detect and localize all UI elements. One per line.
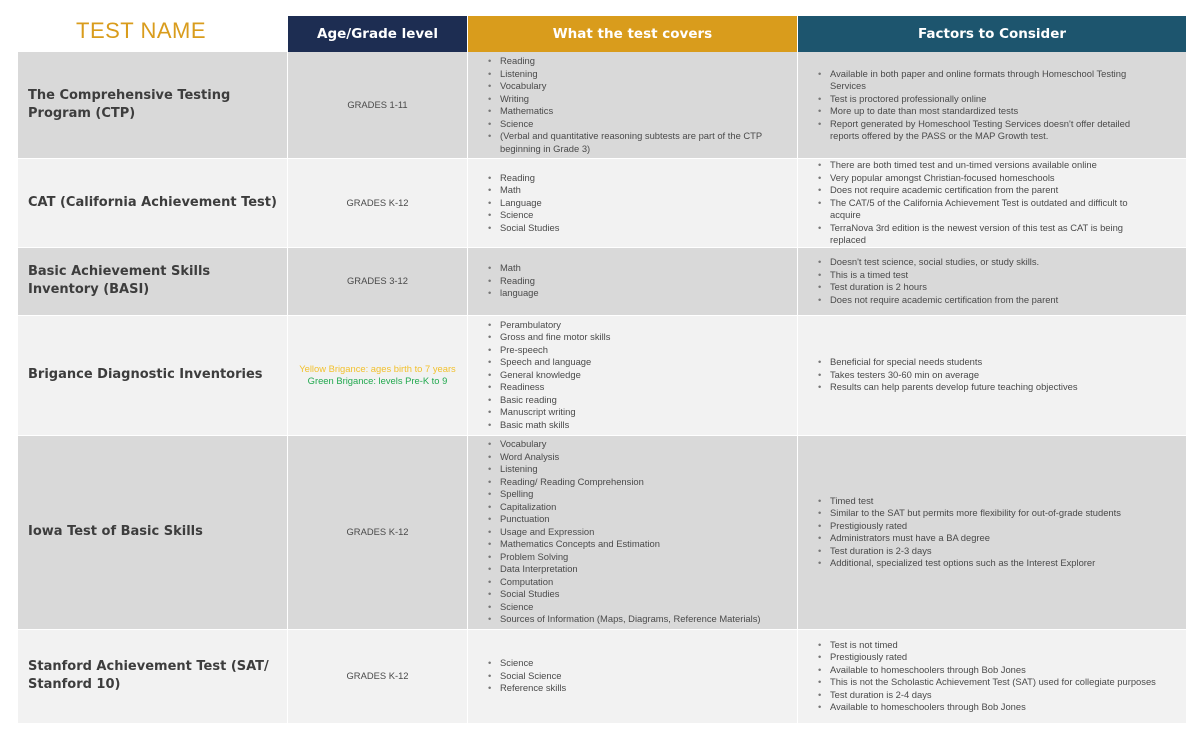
covers-list [468, 55, 797, 155]
covers-list [468, 657, 797, 695]
covers-cell [468, 159, 798, 248]
factors-list [798, 68, 1186, 143]
list-item: • language [488, 287, 797, 300]
factors-cell [798, 436, 1186, 630]
list-item: • Doesn't test science, social studies, or study skills. [818, 256, 1186, 269]
list-item: • Science [488, 657, 797, 670]
list-item: • Mathematics [488, 105, 797, 118]
list-item: • Writing [488, 93, 797, 106]
list-item: • Test is not timed [818, 639, 1186, 652]
table-row-brigance [18, 316, 1186, 436]
list-item: • Math [488, 262, 797, 275]
grade-cell [288, 316, 468, 436]
list-item: • There are both timed test and un-timed versions available online [818, 159, 1186, 172]
test-comparison-table [18, 16, 1186, 724]
list-item: • Word Analysis [488, 451, 797, 464]
list-item: • Vocabulary [488, 80, 797, 93]
list-item: • Speech and language [488, 356, 797, 369]
test-name-cell: Brigance Diagnostic Inventories [18, 316, 288, 436]
factors-cell [798, 52, 1186, 159]
list-item: • More up to date than most standardized tests [818, 105, 1186, 118]
list-item: • Results can help parents develop future teaching objectives [818, 381, 1186, 394]
list-item: • Reference skills [488, 682, 797, 695]
table-row-iowa [18, 436, 1186, 630]
table-row-ctp [18, 52, 1186, 159]
covers-header: What the test covers [468, 16, 798, 52]
covers-cell [468, 52, 798, 159]
covers-cell [468, 436, 798, 630]
list-item: • Basic math skills [488, 419, 797, 432]
list-item: • Listening [488, 68, 797, 81]
list-item: • Vocabulary [488, 438, 797, 451]
factors-cell [798, 248, 1186, 316]
list-item: • Science [488, 601, 797, 614]
list-item: • Usage and Expression [488, 526, 797, 539]
list-item: • Data Interpretation [488, 563, 797, 576]
list-item: • Readiness [488, 381, 797, 394]
list-item: • Reading [488, 55, 797, 68]
table-row-stanford [18, 630, 1186, 724]
list-item: • Test duration is 2-3 days [818, 545, 1186, 558]
list-item: • Report generated by Homeschool Testing Services doesn't offer detailed reports offered by the PASS or the MAP Growth test. [818, 118, 1186, 143]
header-row [18, 16, 1186, 52]
test-name-cell: Stanford Achievement Test (SAT/ Stanford 10) [18, 630, 288, 724]
grade-cell: GRADES K-12 [288, 159, 468, 248]
covers-cell [468, 248, 798, 316]
factors-list [798, 256, 1186, 306]
list-item: • Punctuation [488, 513, 797, 526]
list-item: • Test is proctored professionally online [818, 93, 1186, 106]
factors-list [798, 356, 1186, 394]
grade-cell: GRADES 1-11 [288, 52, 468, 159]
green-brigance-label: Green Brigance: levels Pre-K to 9 [307, 375, 448, 386]
test-name-cell: Basic Achievement Skills Inventory (BASI) [18, 248, 288, 316]
list-item: • Mathematics Concepts and Estimation [488, 538, 797, 551]
factors-cell [798, 630, 1186, 724]
list-item: • Similar to the SAT but permits more flexibility for out-of-grade students [818, 507, 1186, 520]
grade-cell: GRADES 3-12 [288, 248, 468, 316]
list-item: • Test duration is 2-4 days [818, 689, 1186, 702]
table-row-basi [18, 248, 1186, 316]
yellow-brigance-label: Yellow Brigance: ages birth to 7 years [299, 362, 456, 374]
test-name-cell: Iowa Test of Basic Skills [18, 436, 288, 630]
covers-list [468, 262, 797, 300]
list-item: • Available to homeschoolers through Bob Jones [818, 664, 1186, 677]
list-item: • Administrators must have a BA degree [818, 532, 1186, 545]
covers-list [468, 172, 797, 235]
list-item: • Test duration is 2 hours [818, 281, 1186, 294]
list-item: • Social Studies [488, 588, 797, 601]
list-item: • Basic reading [488, 394, 797, 407]
list-item: • General knowledge [488, 369, 797, 382]
table-row-cat [18, 159, 1186, 248]
list-item: • Reading/ Reading Comprehension [488, 476, 797, 489]
list-item: • Reading [488, 172, 797, 185]
factors-list [798, 639, 1186, 714]
grade-cell: GRADES K-12 [288, 436, 468, 630]
factors-cell [798, 316, 1186, 436]
covers-cell [468, 316, 798, 436]
list-item: • Available to homeschoolers through Bob Jones [818, 701, 1186, 714]
list-item: • TerraNova 3rd edition is the newest version of this test as CAT is being replaced [818, 222, 1186, 247]
list-item: • Listening [488, 463, 797, 476]
factors-list [798, 159, 1186, 247]
age-grade-header: Age/Grade level [288, 16, 468, 52]
list-item: • Beneficial for special needs students [818, 356, 1186, 369]
list-item: • Takes testers 30-60 min on average [818, 369, 1186, 382]
list-item: • Capitalization [488, 501, 797, 514]
list-item: • Does not require academic certification from the parent [818, 184, 1186, 197]
list-item: • Science [488, 209, 797, 222]
list-item: • Pre-speech [488, 344, 797, 357]
list-item: • Math [488, 184, 797, 197]
factors-header: Factors to Consider [798, 16, 1186, 52]
list-item: • Spelling [488, 488, 797, 501]
list-item: • Prestigiously rated [818, 651, 1186, 664]
test-name-cell: The Comprehensive Testing Program (CTP) [18, 52, 288, 159]
grade-cell: GRADES K-12 [288, 630, 468, 724]
list-item: • Perambulatory [488, 319, 797, 332]
list-item: • Available in both paper and online formats through Homeschool Testing Services [818, 68, 1186, 93]
list-item: • This is a timed test [818, 269, 1186, 282]
list-item: • The CAT/5 of the California Achievement Test is outdated and difficult to acquire [818, 197, 1186, 222]
covers-list [468, 319, 797, 432]
list-item: • Computation [488, 576, 797, 589]
covers-cell [468, 630, 798, 724]
list-item: • Science [488, 118, 797, 131]
list-item: • Problem Solving [488, 551, 797, 564]
list-item: • Language [488, 197, 797, 210]
list-item: • Additional, specialized test options such as the Interest Explorer [818, 557, 1186, 570]
list-item: • Does not require academic certification from the parent [818, 294, 1186, 307]
covers-list [468, 438, 797, 626]
test-name-cell: CAT (California Achievement Test) [18, 159, 288, 248]
list-item: • Manuscript writing [488, 406, 797, 419]
test-name-title: TEST NAME [18, 16, 288, 52]
list-item: • Timed test [818, 495, 1186, 508]
list-item: • Social Science [488, 670, 797, 683]
list-item: • Gross and fine motor skills [488, 331, 797, 344]
list-item: • Very popular amongst Christian-focused homeschools [818, 172, 1186, 185]
list-item: • Prestigiously rated [818, 520, 1186, 533]
list-item: • Social Studies [488, 222, 797, 235]
factors-cell [798, 159, 1186, 248]
list-item: • Sources of Information (Maps, Diagrams, Reference Materials) [488, 613, 797, 626]
factors-list [798, 495, 1186, 570]
list-item: • (Verbal and quantitative reasoning subtests are part of the CTP beginning in Grade 3) [488, 130, 797, 155]
list-item: • This is not the Scholastic Achievement Test (SAT) used for collegiate purposes [818, 676, 1186, 689]
list-item: • Reading [488, 275, 797, 288]
